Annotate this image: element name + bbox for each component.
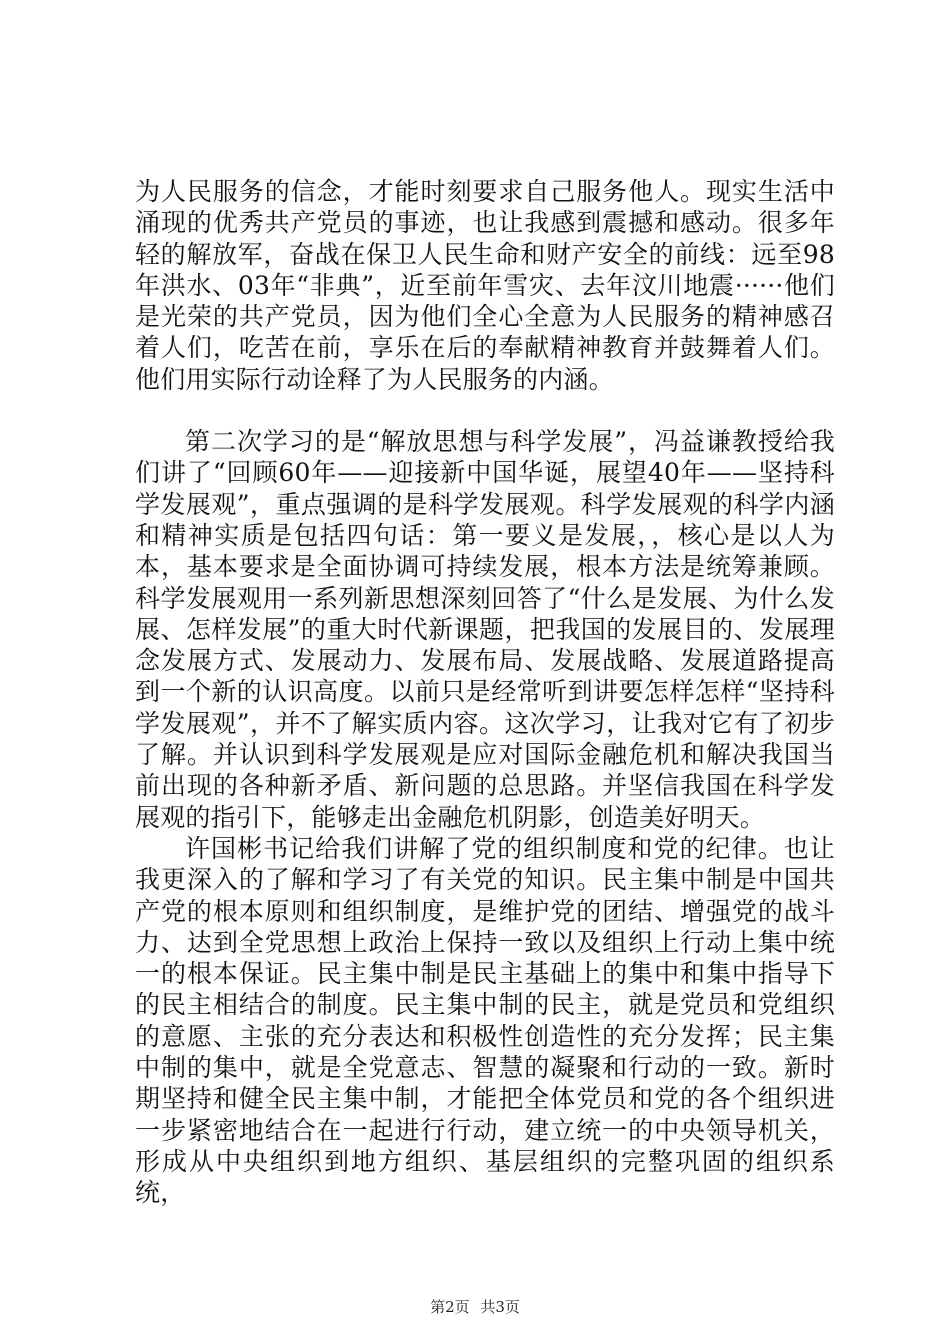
document-body xyxy=(135,176,835,1209)
paragraph-scientific-development: 第二次学习的是“解放思想与科学发展”，冯益谦教授给我们讲了“回顾60年——迎接新中国华诞，展望40年——坚持科学发展观”，重点强调的是科学发展观。科学发展观的科学内涵和精神实质是包括四句话：第一要义是发展，，核心是以人为本，基本要求是全面协调可持续发展，根本方法是统筹兼顾。科学发展观用一系列新思想深刻回答了“什么是发展、为什么发展、怎样发展”的重大时代新课题，把我国的发展目的、发展理念发展方式、发展动力、发展布局、发展战略、发展道路提高到一个新的认识高度。以前只是经常听到讲要怎样怎样“坚持科学发展观”，并不了解实质内容。这次学习，让我对它有了初步了解。并认识到科学发展观是应对国际金融危机和解决我国当前出现的各种新矛盾、新问题的总思路。并坚信我国在科学发展观的指引下，能够走出金融危机阴影，创造美好明天。 xyxy=(135,427,835,832)
page-footer xyxy=(0,1297,950,1317)
page-total: 共3页 xyxy=(480,1298,520,1316)
page-number: 第2页 xyxy=(430,1298,470,1316)
paragraph-continuation: 为人民服务的信念，才能时刻要求自己服务他人。现实生活中涌现的优秀共产党员的事迹，也让我感到震撼和感动。很多年轻的解放军，奋战在保卫人民生命和财产安全的前线：远至98年洪水、03年“非典”，近至前年雪灾、去年汶川地震······他们是光荣的共产党员，因为他们全心全意为人民服务的精神感召着人们，吃苦在前，享乐在后的奉献精神教育并鼓舞着人们。他们用实际行动诠释了为人民服务的内涵。 xyxy=(135,177,835,394)
paragraph-party-organization: 许国彬书记给我们讲解了党的组织制度和党的纪律。也让我更深入的了解和学习了有关党的知识。民主集中制是中国共产党的根本原则和组织制度，是维护党的团结、增强党的战斗力、达到全党思想上政治上保持一致以及组织上行动上集中统一的根本保证。民主集中制是民主基础上的集中和集中指导下的民主相结合的制度。民主集中制的民主，就是党员和党组织的意愿、主张的充分表达和积极性创造性的充分发挥；民主集中制的集中，就是全党意志、智慧的凝聚和行动的一致。新时期坚持和健全民主集中制，才能把全体党员和党的各个组织进一步紧密地结合在一起进行行动，建立统一的中央领导机关，形成从中央组织到地方组织、基层组织的完整巩固的组织系统， xyxy=(135,833,835,1208)
